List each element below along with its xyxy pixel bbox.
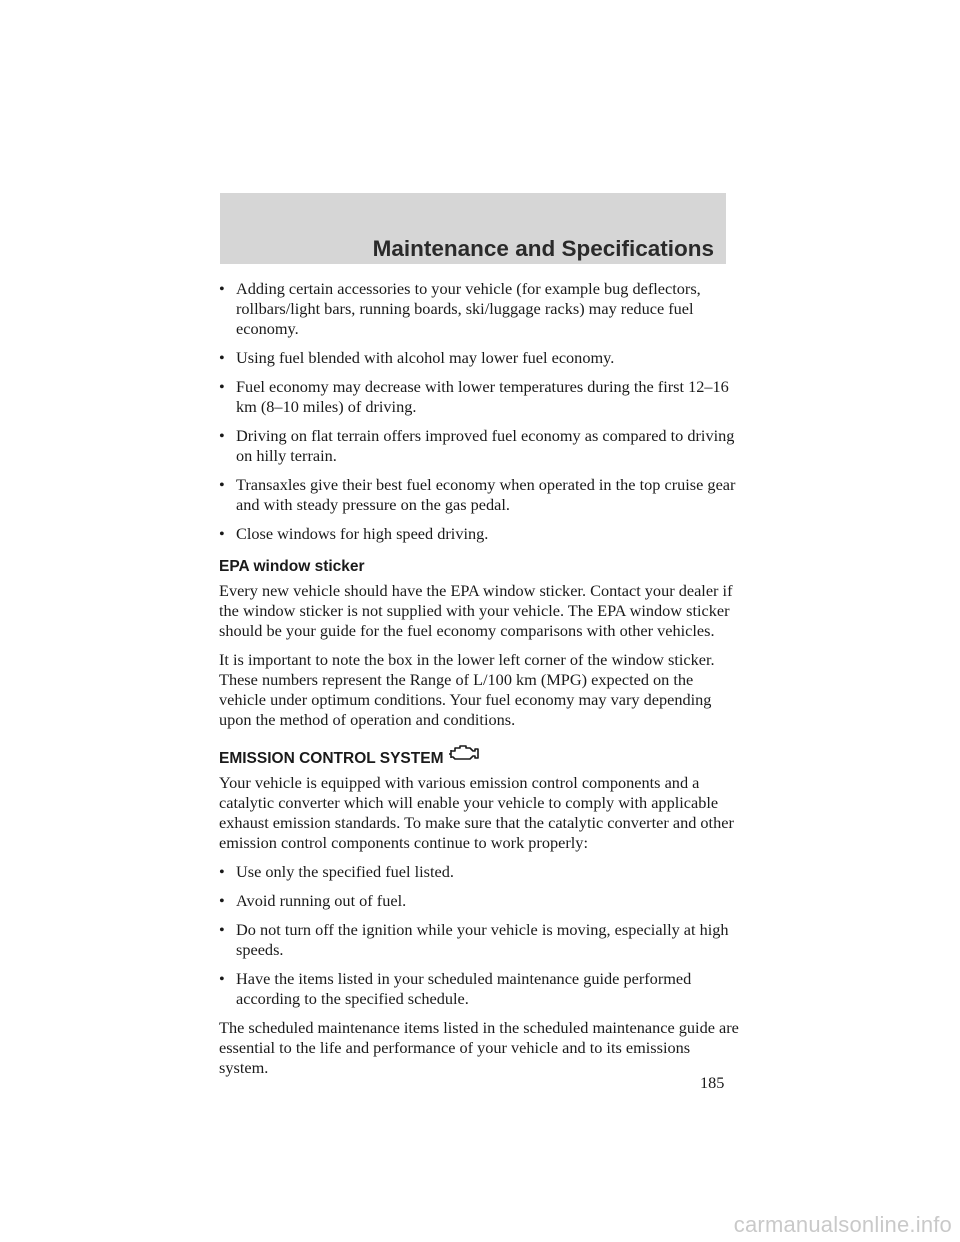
- bullet-glyph: •: [219, 862, 225, 881]
- list-item: [219, 969, 739, 1009]
- section-title: Maintenance and Specifications: [372, 236, 714, 261]
- list-item-text: Close windows for high speed driving.: [236, 524, 489, 543]
- list-item: [219, 279, 739, 339]
- page-content: [219, 279, 739, 1087]
- list-item: [219, 524, 739, 544]
- bullet-glyph: •: [219, 920, 225, 939]
- section-header-band: [220, 193, 726, 264]
- list-item-text: Do not turn off the ignition while your vehicle is moving, especially at high speeds.: [236, 920, 729, 959]
- bullet-glyph: •: [219, 524, 225, 543]
- list-item-text: Transaxles give their best fuel economy when operated in the top cruise gear and with steady pressure on the gas pedal.: [236, 475, 736, 514]
- list-item-text: Use only the specified fuel listed.: [236, 862, 454, 881]
- watermark-text: carmanualsonline.info: [733, 1212, 952, 1237]
- list-item-text: Have the items listed in your scheduled maintenance guide performed according to the specified schedule.: [236, 969, 692, 1008]
- emission-heading: [219, 743, 739, 769]
- list-item: [219, 475, 739, 515]
- emission-heading-text: EMISSION CONTROL SYSTEM: [219, 750, 444, 767]
- emission-intro: Your vehicle is equipped with various emission control components and a catalytic converter which will enable your vehicle to comply with applicable exhaust emission standards. To make sure that the catalytic converter and other emission control components continue to work properly:: [219, 773, 734, 852]
- epa-heading: [219, 557, 739, 577]
- check-engine-icon: [447, 743, 481, 769]
- list-item-text: Avoid running out of fuel.: [236, 891, 407, 910]
- bullet-glyph: •: [219, 426, 225, 445]
- list-item-text: Driving on flat terrain offers improved fuel economy as compared to driving on hilly terrain.: [236, 426, 735, 465]
- bullet-glyph: •: [219, 475, 225, 494]
- list-item-text: Using fuel blended with alcohol may lower fuel economy.: [236, 348, 615, 367]
- epa-paragraph-2: It is important to note the box in the lower left corner of the window sticker. These numbers represent the Range of L/100 km (MPG) expected on the vehicle under optimum conditions. Your fuel economy may vary depending upon the method of operation and conditions.: [219, 650, 715, 729]
- list-item: [219, 426, 739, 466]
- bullet-glyph: •: [219, 969, 225, 988]
- emission-closing: The scheduled maintenance items listed in the scheduled maintenance guide are essential to the life and performance of your vehicle and to its emissions system.: [219, 1018, 739, 1077]
- bullet-glyph: •: [219, 279, 225, 298]
- list-item-text: Fuel economy may decrease with lower temperatures during the first 12–16 km (8–10 miles) of driving.: [236, 377, 729, 416]
- epa-paragraph-1: Every new vehicle should have the EPA window sticker. Contact your dealer if the window sticker is not supplied with your vehicle. The EPA window sticker should be your guide for the fuel economy comparisons with other vehicles.: [219, 581, 733, 640]
- bullet-glyph: •: [219, 891, 225, 910]
- list-item: [219, 920, 739, 960]
- list-item: [219, 891, 739, 911]
- epa-heading-text: EPA window sticker: [219, 558, 365, 575]
- list-item: [219, 348, 739, 368]
- bullet-glyph: •: [219, 348, 225, 367]
- list-item: [219, 862, 739, 882]
- list-item: [219, 377, 739, 417]
- list-item-text: Adding certain accessories to your vehicle (for example bug deflectors, rollbars/light bars, running boards, ski/luggage racks) may reduce fuel economy.: [236, 279, 701, 338]
- bullet-glyph: •: [219, 377, 225, 396]
- page-number: 185: [700, 1073, 725, 1092]
